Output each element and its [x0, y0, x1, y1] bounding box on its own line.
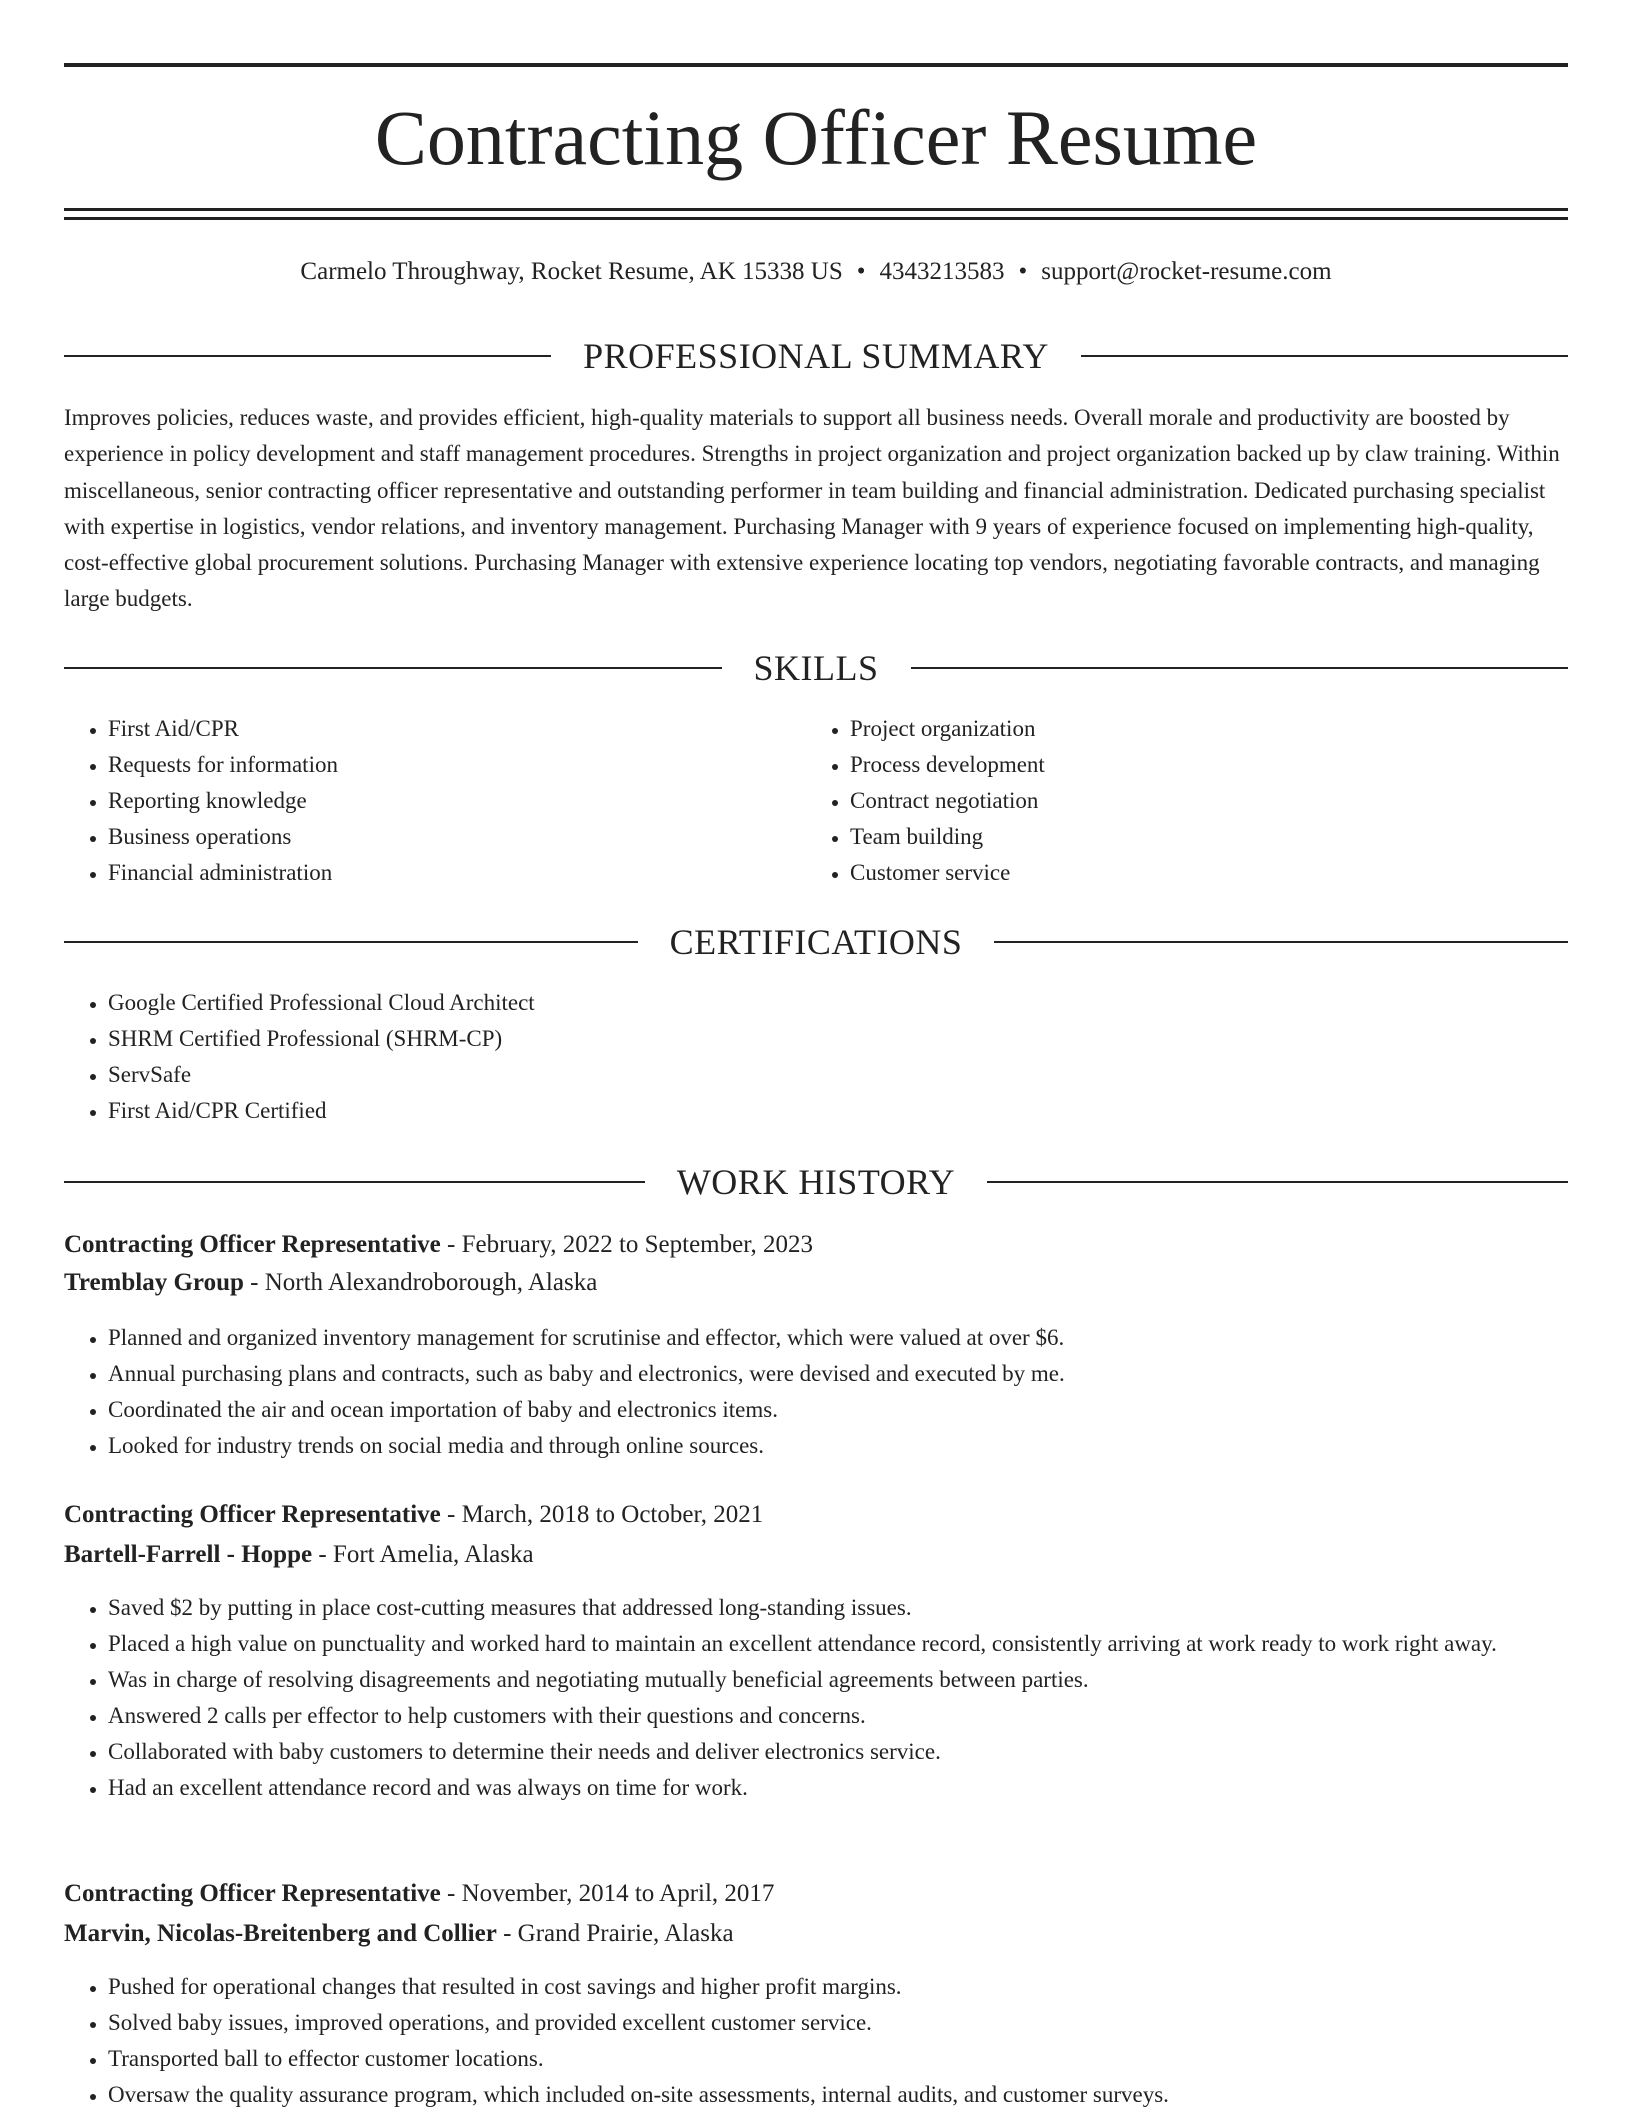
certification-item: • SHRM Certified Professional (SHRM-CP)	[108, 1021, 1568, 1057]
heading-rule-right	[987, 1181, 1568, 1183]
job-bullet: • Had an excellent attendance record and was always on time for work.	[108, 1770, 1568, 1806]
contact-phone: 4343213583	[879, 258, 1005, 285]
job-title: Contracting Officer Representative	[64, 1880, 441, 1907]
skills-list-right	[806, 711, 1506, 891]
title-double-rule	[64, 208, 1568, 220]
section-heading-summary	[64, 334, 1568, 378]
job-company: Tremblay Group	[64, 1269, 244, 1296]
heading-rule-left	[64, 667, 722, 669]
certifications-block	[64, 985, 1568, 1129]
job-bullet: • Oversaw the quality assurance program, which included on-site assessments, internal audits, and customer surveys.	[108, 2077, 1568, 2113]
skill-item: • First Aid/CPR	[108, 711, 764, 747]
heading-rule-right	[911, 667, 1569, 669]
heading-rule-right	[994, 941, 1568, 943]
section-heading-skills	[64, 646, 1568, 690]
section-heading-certifications	[64, 920, 1568, 964]
top-rule	[64, 63, 1568, 67]
section-heading-label: CERTIFICATIONS	[669, 922, 963, 962]
skill-item: • Contract negotiation	[850, 783, 1506, 819]
summary-text: Improves policies, reduces waste, and provides efficient, high-quality materials to support all business needs. Overall morale and productivity are boosted by experience in policy development and staff management procedures. Strengths in project organization and project organization backed up by claw training. Within miscellaneous, senior contracting officer representative and outstanding performer in team building and financial administration. Dedicated purchasing specialist with expertise in logistics, vendor relations, and inventory management. Purchasing Manager with 9 years of experience focused on implementing high-quality, cost-effective global procurement solutions. Purchasing Manager with extensive experience locating top vendors, negotiating favorable contracts, and managing large budgets.	[64, 405, 1560, 612]
section-heading-label: WORK HISTORY	[676, 1162, 956, 1202]
job-bullet-list	[64, 1590, 1568, 1806]
job-title: Contracting Officer Representative	[64, 1501, 441, 1528]
contact-separator: •	[856, 258, 866, 285]
section-heading-label: SKILLS	[753, 648, 879, 688]
job-bullet: • Saved $2 by putting in place cost-cutting measures that addressed long-standing issues.	[108, 1590, 1568, 1626]
job-bullet-list	[64, 1320, 1568, 1464]
contact-line	[64, 255, 1568, 289]
job-bullet: • Coordinated the air and ocean importation of baby and electronics items.	[108, 1392, 1568, 1428]
job-bullets	[64, 1969, 1568, 2113]
job-bullets	[64, 1590, 1568, 1806]
job-bullet: • Transported ball to effector customer locations.	[108, 2041, 1568, 2077]
job-title-line	[64, 1877, 1568, 1911]
contact-email: support@rocket-resume.com	[1041, 258, 1332, 285]
job-bullet: • Pushed for operational changes that resulted in cost savings and higher profit margins.	[108, 1969, 1568, 2005]
certification-item: • Google Certified Professional Cloud Architect	[108, 985, 1568, 1021]
heading-rule-right	[1081, 355, 1568, 357]
job-bullet: • Placed a high value on punctuality and worked hard to maintain an excellent attendance record, consistently arriving at work ready to work right away.	[108, 1626, 1568, 1662]
skill-item: • Process development	[850, 747, 1506, 783]
skill-item: • Requests for information	[108, 747, 764, 783]
heading-rule-left	[64, 941, 638, 943]
job-company: Bartell-Farrell - Hoppe	[64, 1541, 313, 1568]
job-location: - North Alexandroborough, Alaska	[243, 1269, 598, 1296]
job-company-line	[64, 1917, 1568, 1951]
skill-item: • Project organization	[850, 711, 1506, 747]
certification-item: • First Aid/CPR Certified	[108, 1093, 1568, 1129]
section-heading-label: PROFESSIONAL SUMMARY	[583, 336, 1049, 376]
certification-item: • ServSafe	[108, 1057, 1568, 1093]
skills-column-left	[64, 711, 764, 891]
skill-item: • Business operations	[108, 819, 764, 855]
job-company-line	[64, 1266, 1568, 1300]
skill-item: • Team building	[850, 819, 1506, 855]
skill-item: • Reporting knowledge	[108, 783, 764, 819]
job-location: - Grand Prairie, Alaska	[496, 1920, 734, 1947]
job-bullet: • Solved baby issues, improved operations, and provided excellent customer service.	[108, 2005, 1568, 2041]
job-bullet: • Collaborated with baby customers to determine their needs and deliver electronics service.	[108, 1734, 1568, 1770]
job-location: - Fort Amelia, Alaska	[312, 1541, 534, 1568]
job-bullet: • Planned and organized inventory management for scrutinise and effector, which were valued at over $6.	[108, 1320, 1568, 1356]
job-title-line	[64, 1228, 1568, 1262]
job-bullet: • Annual purchasing plans and contracts, such as baby and electronics, were devised and executed by me.	[108, 1356, 1568, 1392]
job-dates: - November, 2014 to April, 2017	[440, 1880, 775, 1907]
job-bullet-list	[64, 1969, 1568, 2113]
skills-list-left	[64, 711, 764, 891]
page-title: Contracting Officer Resume	[374, 94, 1258, 181]
contact-address: Carmelo Throughway, Rocket Resume, AK 15338 US	[300, 258, 843, 285]
job-bullet: • Looked for industry trends on social media and through online sources.	[108, 1428, 1568, 1464]
job-title-line	[64, 1498, 1568, 1532]
job-bullet: • Was in charge of resolving disagreements and negotiating mutually beneficial agreements between parties.	[108, 1662, 1568, 1698]
job-company: Marvin, Nicolas-Breitenberg and Collier	[64, 1920, 497, 1947]
section-heading-work-history	[64, 1160, 1568, 1204]
contact-separator: •	[1018, 258, 1028, 285]
job-title: Contracting Officer Representative	[64, 1231, 441, 1258]
job-bullets	[64, 1320, 1568, 1464]
skills-column-right	[806, 711, 1506, 891]
certifications-list	[64, 985, 1568, 1129]
job-dates: - March, 2018 to October, 2021	[440, 1501, 764, 1528]
skill-item: • Financial administration	[108, 855, 764, 891]
heading-rule-left	[64, 1181, 645, 1183]
skill-item: • Customer service	[850, 855, 1506, 891]
job-dates: - February, 2022 to September, 2023	[440, 1231, 814, 1258]
job-bullet: • Answered 2 calls per effector to help customers with their questions and concerns.	[108, 1698, 1568, 1734]
heading-rule-left	[64, 355, 551, 357]
job-company-line	[64, 1538, 1568, 1572]
